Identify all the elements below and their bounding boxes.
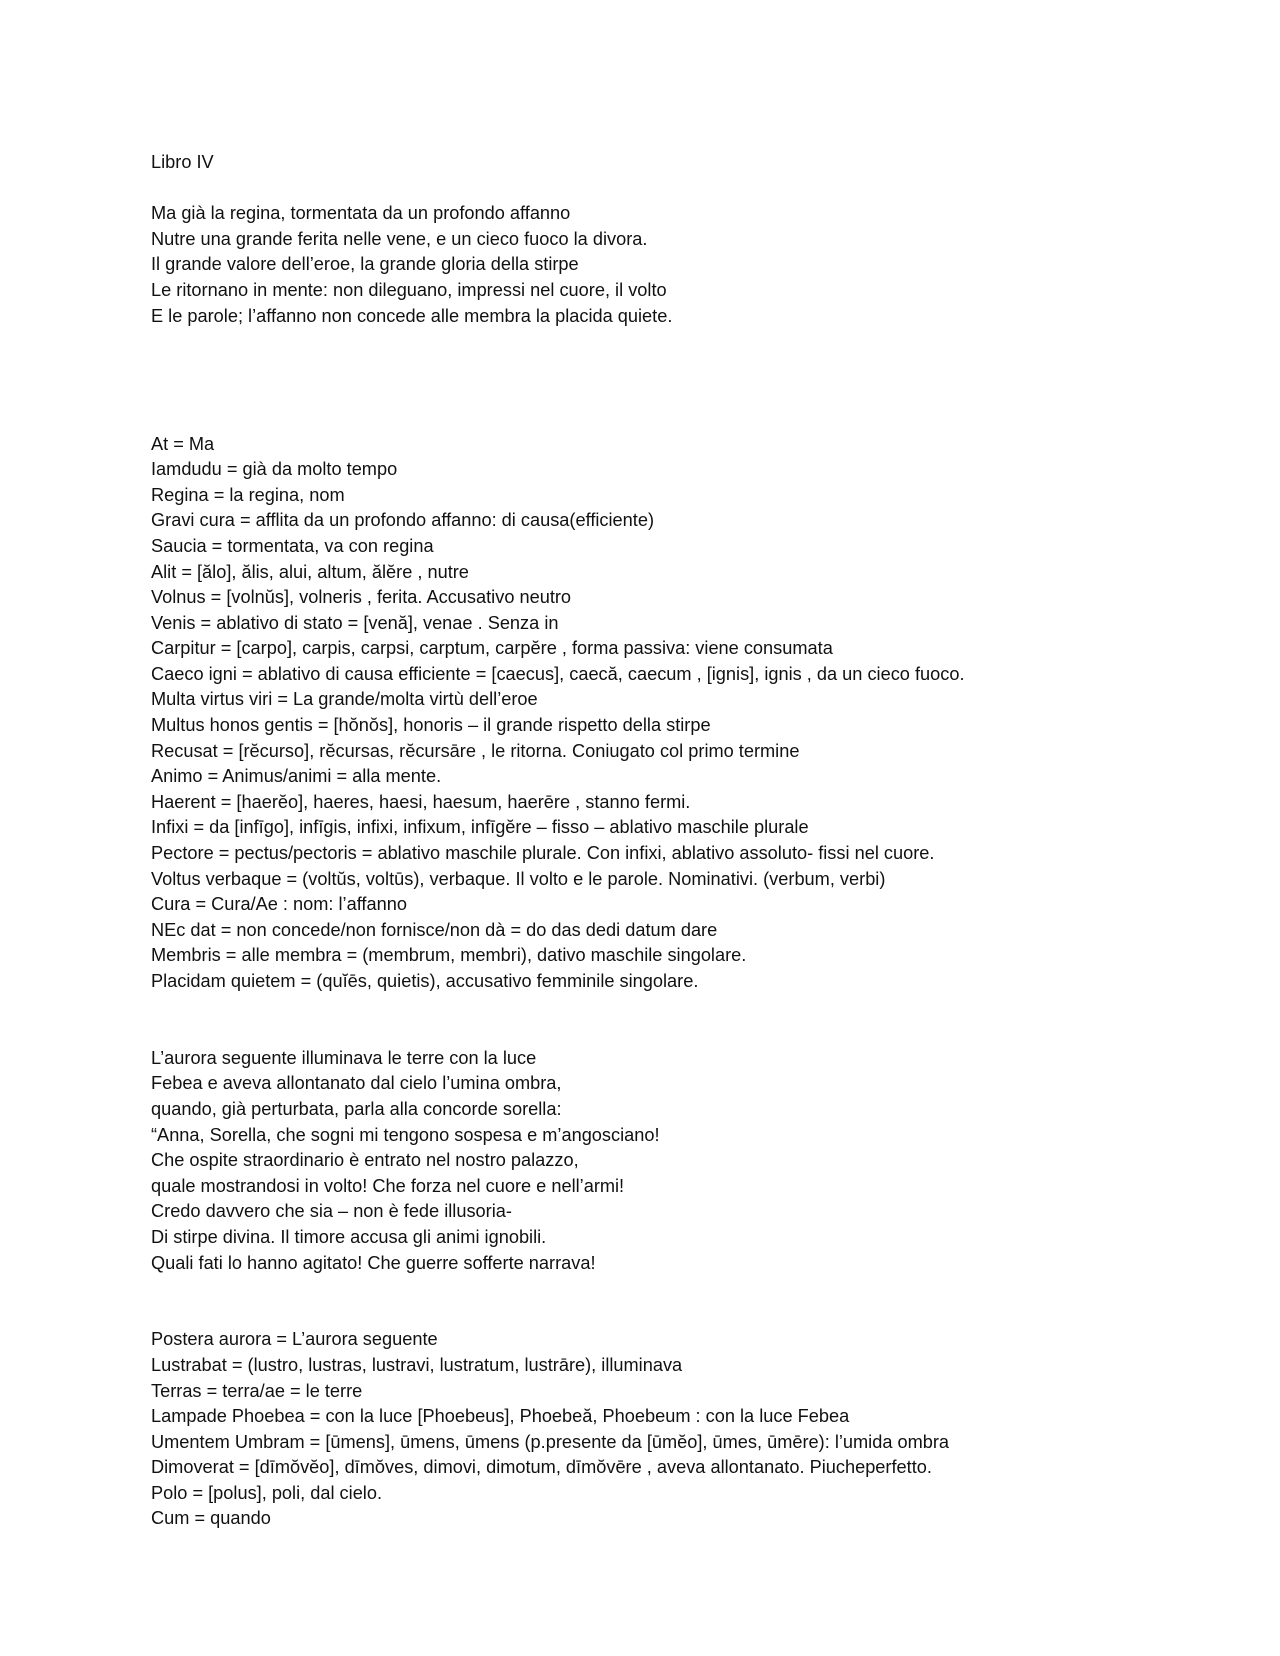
- glossary-entry: Multa virtus viri = La grande/molta virtù dell’eroe: [151, 689, 538, 710]
- glossary-entry: Gravi cura = afflita da un profondo affanno: di causa(efficiente): [151, 510, 655, 531]
- glossary-entry: Polo = [polus], poli, dal cielo.: [151, 1482, 383, 1503]
- stanza-line: Che ospite straordinario è entrato nel nostro palazzo,: [151, 1150, 579, 1171]
- glossary-entry: Terras = terra/ae = le terre: [151, 1380, 363, 1401]
- spacer: [151, 406, 1231, 432]
- stanza-line: Febea e aveva allontanato dal cielo l’umina ombra,: [151, 1073, 562, 1094]
- glossary-entry: NEc dat = non concede/non fornisce/non dà = do das dedi datum dare: [151, 919, 718, 940]
- glossary-entry: Haerent = [haerĕo], haeres, haesi, haesum, haerēre , stanno fermi.: [151, 791, 691, 812]
- glossary-1: [151, 432, 1231, 995]
- stanza-line: Quali fati lo hanno agitato! Che guerre sofferte narrava!: [151, 1252, 596, 1273]
- stanza-line: quando, già perturbata, parla alla concorde sorella:: [151, 1098, 562, 1119]
- glossary-entry: Iamdudu = già da molto tempo: [151, 459, 398, 480]
- glossary-entry: Recusat = [rĕcurso], rĕcursas, rĕcursāre , le ritorna. Coniugato col primo termine: [151, 740, 800, 761]
- stanza-line: Le ritornano in mente: non dileguano, impressi nel cuore, il volto: [151, 279, 667, 300]
- glossary-entry: Animo = Animus/animi = alla mente.: [151, 766, 442, 787]
- glossary-entry: Lustrabat = (lustro, lustras, lustravi, lustratum, lustrāre), illuminava: [151, 1354, 683, 1375]
- stanza-1: [151, 201, 1231, 329]
- glossary-entry: Multus honos gentis = [hŏnŏs], honoris – il grande rispetto della stirpe: [151, 715, 711, 736]
- stanza-line: Di stirpe divina. Il timore accusa gli animi ignobili.: [151, 1226, 547, 1247]
- glossary-entry: Saucia = tormentata, va con regina: [151, 535, 434, 556]
- glossary-entry: Carpitur = [carpo], carpis, carpsi, carptum, carpĕre , forma passiva: viene consumata: [151, 638, 833, 659]
- stanza-2: [151, 1046, 1231, 1276]
- stanza-line: Credo davvero che sia – non è fede illusoria-: [151, 1201, 512, 1222]
- glossary-entry: Volnus = [volnŭs], volneris , ferita. Accusativo neutro: [151, 587, 572, 608]
- glossary-entry: Cum = quando: [151, 1508, 271, 1529]
- glossary-2: [151, 1327, 1231, 1532]
- stanza-line: Ma già la regina, tormentata da un profondo affanno: [151, 203, 571, 224]
- document-body: [151, 150, 1231, 1532]
- glossary-entry: Infixi = da [infīgo], infīgis, infixi, infixum, infīgĕre – fisso – ablativo maschile plurale: [151, 817, 809, 838]
- glossary-entry: Venis = ablativo di stato = [venă], venae . Senza in: [151, 612, 559, 633]
- glossary-entry: Placidam quietem = (quĭēs, quietis), accusativo femminile singolare.: [151, 971, 699, 992]
- glossary-entry: Membris = alle membra = (membrum, membri), dativo maschile singolare.: [151, 945, 747, 966]
- glossary-entry: Voltus verbaque = (voltŭs, voltūs), verbaque. Il volto e le parole. Nominativi. (verbum, verbi): [151, 868, 886, 889]
- spacer: [151, 995, 1231, 1046]
- glossary-entry: Postera aurora = L’aurora seguente: [151, 1329, 438, 1350]
- stanza-line: Nutre una grande ferita nelle vene, e un cieco fuoco la divora.: [151, 228, 648, 249]
- stanza-line: L’aurora seguente illuminava le terre con la luce: [151, 1047, 537, 1068]
- stanza-line: E le parole; l’affanno non concede alle membra la placida quiete.: [151, 305, 673, 326]
- glossary-entry: Dimoverat = [dīmŏvĕo], dīmŏves, dimovi, dimotum, dīmŏvēre , aveva allontanato. Piucheperfetto.: [151, 1457, 932, 1478]
- glossary-entry: Alit = [ălo], ălis, alui, altum, ălĕre , nutre: [151, 561, 469, 582]
- stanza-line: “Anna, Sorella, che sogni mi tengono sospesa e m’angosciano!: [151, 1124, 660, 1145]
- glossary-entry: Regina = la regina, nom: [151, 484, 345, 505]
- stanza-line: Il grande valore dell’eroe, la grande gloria della stirpe: [151, 254, 579, 275]
- glossary-entry: Pectore = pectus/pectoris = ablativo maschile plurale. Con infixi, ablativo assoluto- fissi nel cuore.: [151, 843, 935, 864]
- glossary-entry: Caeco igni = ablativo di causa efficiente = [caecus], caecă, caecum , [ignis], ignis , da un cieco fuoco.: [151, 663, 965, 684]
- spacer: [151, 1276, 1231, 1327]
- glossary-entry: Umentem Umbram = [ūmens], ūmens, ūmens (p.presente da [ūmĕo], ūmes, ūmēre): l’umida ombra: [151, 1431, 950, 1452]
- glossary-entry: At = Ma: [151, 433, 215, 454]
- glossary-entry: Lampade Phoebea = con la luce [Phoebeus], Phoebeă, Phoebeum : con la luce Febea: [151, 1406, 850, 1427]
- document-title: Libro IV: [151, 152, 214, 172]
- stanza-line: quale mostrandosi in volto! Che forza nel cuore e nell’armi!: [151, 1175, 625, 1196]
- spacer: [151, 329, 1231, 406]
- glossary-entry: Cura = Cura/Ae : nom: l’affanno: [151, 894, 407, 915]
